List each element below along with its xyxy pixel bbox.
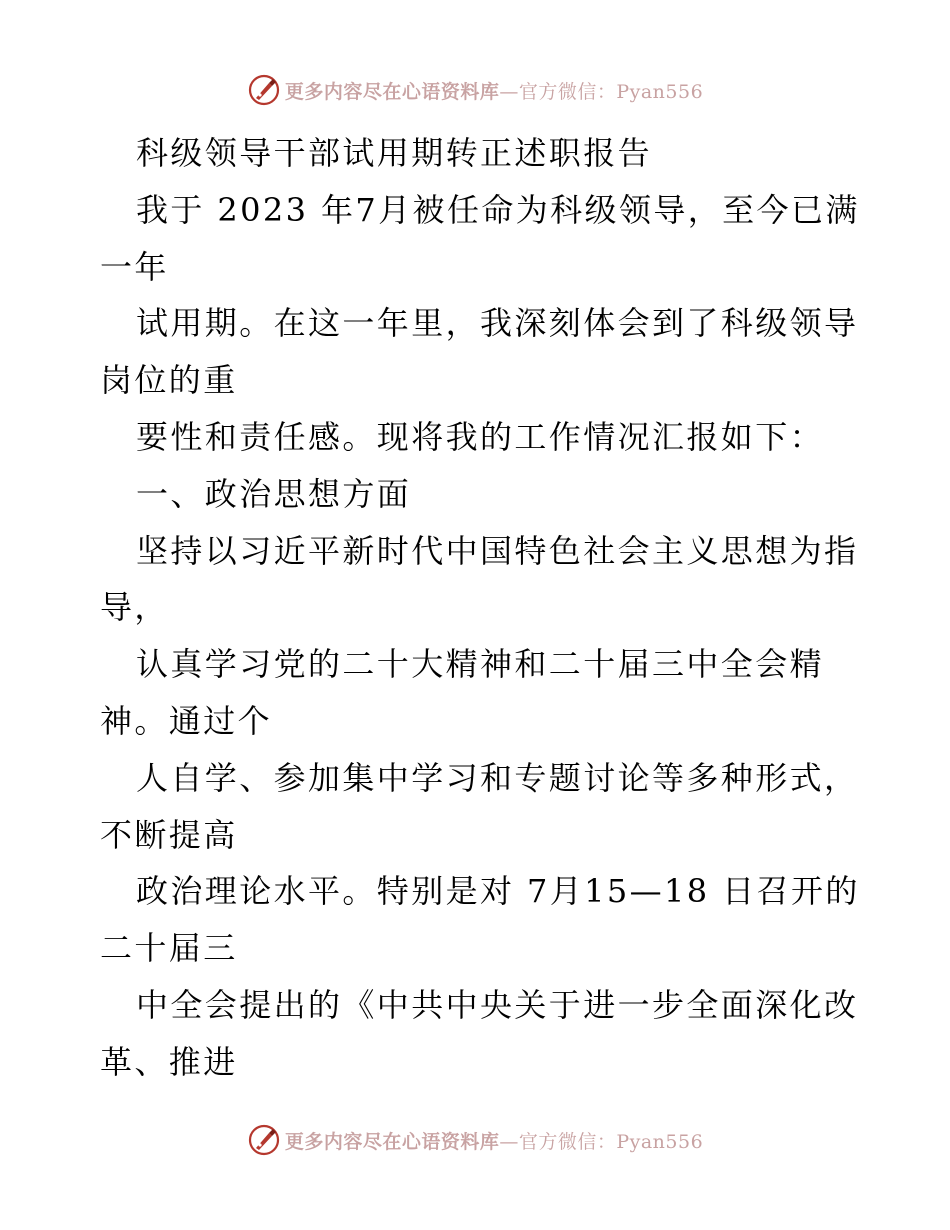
text-line: 不断提高 (100, 815, 238, 854)
text-line: 革、推进 (100, 1042, 238, 1081)
watermark-text (285, 77, 703, 104)
watermark-text (285, 1127, 703, 1154)
text-line: 要性和责任感。现将我的工作情况汇报如下： (136, 417, 825, 456)
watermark-bold-text: 更多内容尽在心语资料库 (284, 1130, 500, 1153)
text-line: 岗位的重 (100, 361, 238, 400)
text-line: 一年 (100, 247, 169, 286)
text-line: 神。通过个 (100, 701, 273, 740)
watermark-plain-text: —官方微信：Pyan556 (499, 80, 704, 103)
document-body (100, 125, 860, 1091)
text-line: 坚持以习近平新时代中国特色社会主义思想为指 (136, 531, 859, 570)
pen-circle-logo-icon (247, 1123, 281, 1157)
section-heading: 一、政治思想方面 (136, 474, 412, 513)
text-line: 人自学、参加集中学习和专题讨论等多种形式， (136, 758, 859, 797)
document-title: 科级领导干部试用期转正述职报告 (136, 134, 653, 172)
pen-circle-logo-icon (247, 73, 281, 107)
text-line: 中全会提出的《中共中央关于进一步全面深化改 (136, 985, 859, 1024)
text-line: 政治理论水平。特别是对 7月15—18 日召开的 (136, 872, 860, 911)
text-line: 我于 2023 年7月被任命为科级领导，至今已满 (136, 190, 860, 229)
watermark-plain-text: —官方微信：Pyan556 (499, 1130, 704, 1153)
text-line: 认真学习党的二十大精神和二十届三中全会精 (136, 645, 825, 684)
text-line: 试用期。在这一年里，我深刻体会到了科级领导 (136, 304, 859, 343)
watermark-bold-text: 更多内容尽在心语资料库 (284, 80, 500, 103)
header-watermark (0, 70, 950, 110)
footer-watermark (0, 1120, 950, 1160)
text-line: 导， (100, 588, 169, 627)
text-line: 二十届三 (100, 929, 238, 968)
